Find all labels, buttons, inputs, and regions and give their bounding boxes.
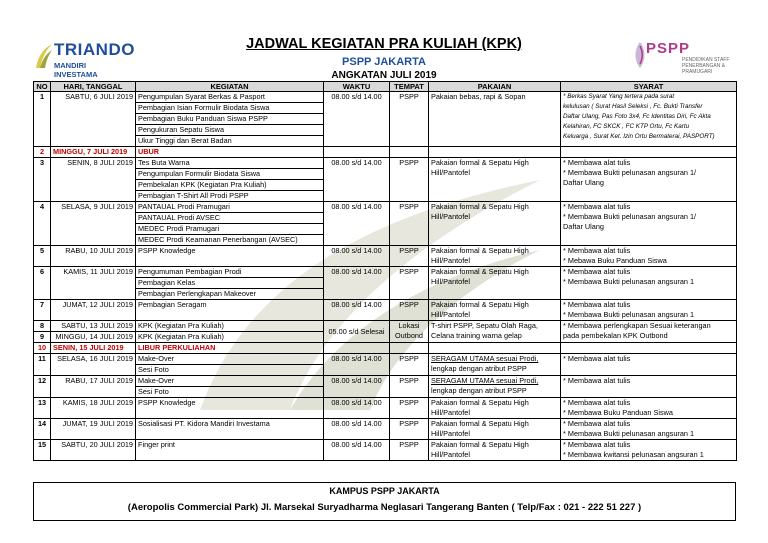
req-line: * Membawa Bukti pelunasan angsuran 1 <box>563 277 695 286</box>
row-number: 6 <box>34 267 51 300</box>
row-number: 3 <box>34 158 51 202</box>
row-place <box>390 321 429 343</box>
row-time: 08.00 s/d 14.00 <box>324 354 390 376</box>
dress-line: Celana training warna gelap <box>431 331 522 340</box>
row-activity: LIBUR PERKULIAHAN <box>136 343 324 354</box>
row-dress <box>429 398 561 419</box>
req-line: * Membawa Buku Panduan Siswa <box>563 408 673 417</box>
row-place: PSPP <box>390 158 429 202</box>
row-number: 13 <box>34 398 51 419</box>
row-time: 08.00 s/d 14.00 <box>324 92 390 147</box>
dress-line: Hill/Pantofel <box>431 408 470 417</box>
row-number: 12 <box>34 376 51 398</box>
req-line: Daftar Ulang <box>563 178 604 187</box>
column-header: PAKAIAN <box>429 82 561 92</box>
row-place: PSPP <box>390 419 429 440</box>
schedule-table <box>33 81 737 461</box>
row-dress <box>429 376 561 398</box>
dress-line: Pakaian formal & Sepatu High <box>431 300 529 309</box>
column-header: WAKTU <box>324 82 390 92</box>
dress-line: lengkap dengan atribut PSPP <box>431 386 527 395</box>
row-activity: PSPP Knowledge <box>136 246 324 267</box>
pspp-logo-name: PSPP <box>646 40 691 57</box>
req-line: * Membawa alat tulis <box>563 419 631 428</box>
req-line: * Membawa alat tulis <box>563 246 631 255</box>
dress-line: Hill/Pantofel <box>431 429 470 438</box>
row-day: JUMAT, 12 JULI 2019 <box>51 300 136 321</box>
row-dress <box>429 354 561 376</box>
row-dress <box>429 419 561 440</box>
row-activity: PSPP Knowledge <box>136 398 324 419</box>
campus-address: (Aeropolis Commercial Park) Jl. Marsekal Suryadharma Neglasari Tangerang Banten ( Telp/Fax : 021 - 222 51 227 ) <box>127 502 642 513</box>
row-day: SELASA, 9 JULI 2019 <box>51 202 136 246</box>
req-line: kelulusan ( Surat Hasil Seleksi , Fc. Bukti Transfer <box>563 103 703 110</box>
row-number: 4 <box>34 202 51 246</box>
row-activity: Pembagian Kelas <box>136 278 324 289</box>
pspp-logo <box>632 40 737 76</box>
row-place: PSPP <box>390 246 429 267</box>
req-line: * Membawa Bukti pelunasan angsuran 1 <box>563 310 695 319</box>
row-activity: Pembagian Buku Panduan Siswa PSPP <box>136 114 324 125</box>
row-requirements <box>561 419 737 440</box>
row-place: PSPP <box>390 92 429 147</box>
row-time: 08.00 s/d 14.00 <box>324 398 390 419</box>
req-line: * Membawa Bukti pelunasan angsuran 1/ <box>563 168 697 177</box>
row-activity: Pengukuran Sepatu Siswa <box>136 125 324 136</box>
row-activity: Pengumpulan Syarat Berkas & Pasport <box>136 92 324 103</box>
row-dress <box>429 321 561 343</box>
row-time: 08.00 s/d 14.00 <box>324 267 390 300</box>
column-header: NO <box>34 82 51 92</box>
row-dress <box>429 300 561 321</box>
row-activity: Pembekalan KPK (Kegiatan Pra Kuliah) <box>136 180 324 191</box>
place-line: Outbond <box>395 331 423 340</box>
row-activity: MEDEC Prodi Pramugari <box>136 224 324 235</box>
req-line: * Membawa kwitansi pelunasan angsuran 1 <box>563 450 704 459</box>
row-requirements <box>561 398 737 419</box>
dress-line: Hill/Pantofel <box>431 277 470 286</box>
row-time: 08.00 s/d 14.00 <box>324 202 390 246</box>
req-line: * Membawa alat tulis <box>563 202 631 211</box>
row-activity: UBUR <box>136 147 324 158</box>
req-line: * Membawa perlengkapan Sesuai keterangan <box>563 321 711 330</box>
req-line: * Membawa alat tulis <box>563 376 631 385</box>
row-requirements <box>561 267 737 300</box>
req-line: * Membawa alat tulis <box>563 267 631 276</box>
req-line: Kelahiran, FC SKCK , FC KTP Ortu, Fc Kartu <box>563 123 690 130</box>
pspp-logo-sub: PENDIDIKAN STAFF PENERBANGAN & PRAMUGARI <box>682 57 730 75</box>
row-day: SENIN, 15 JULI 2019 <box>51 343 136 354</box>
table-row <box>34 376 737 387</box>
row-dress <box>429 246 561 267</box>
row-day: KAMIS, 18 JULI 2019 <box>51 398 136 419</box>
row-activity: KPK (Kegiatan Pra Kuliah) <box>136 321 324 332</box>
row-number: 8 <box>34 321 51 332</box>
dress-line: Pakaian formal & Sepatu High <box>431 202 529 211</box>
row-requirements <box>561 92 737 147</box>
row-activity: Pengumpulan Formulir Biodata Siswa <box>136 169 324 180</box>
req-line: * Mebawa Buku Panduan Siswa <box>563 256 667 265</box>
req-line: * Membawa alat tulis <box>563 440 631 449</box>
row-place: PSPP <box>390 376 429 398</box>
row-activity: Finger print <box>136 440 324 461</box>
table-row <box>34 158 737 169</box>
req-line: pada pembekalan KPK Outbond <box>563 331 668 340</box>
row-activity: Pembagian Isian Formulir Biodata Siswa <box>136 103 324 114</box>
dress-line: Pakaian formal & Sepatu High <box>431 398 529 407</box>
row-number: 5 <box>34 246 51 267</box>
table-row <box>34 202 737 213</box>
row-time: 08.00 s/d 14.00 <box>324 300 390 321</box>
document-period: ANGKATAN JULI 2019 <box>331 70 437 81</box>
row-day: SABTU, 6 JULI 2019 <box>51 92 136 147</box>
row-time: 08.00 s/d 14.00 <box>324 158 390 202</box>
dress-line: Pakaian formal & Sepatu High <box>431 158 529 167</box>
req-line: * Membawa alat tulis <box>563 398 631 407</box>
row-activity: Sosialisasi PT. Kidora Mandiri Investama <box>136 419 324 440</box>
row-activity: KPK (Kegiatan Pra Kuliah) <box>136 332 324 343</box>
row-time: 05.00 s/d Selesai <box>324 321 390 343</box>
dress-line: Pakaian formal & Sepatu High <box>431 267 529 276</box>
row-activity: Tes Buta Warna <box>136 158 324 169</box>
req-line: * Membawa Bukti pelunasan angsuran 1/ <box>563 212 697 221</box>
row-requirements <box>561 158 737 202</box>
req-line: Daftar Ulang, Pas Foto 3x4, Fc Identitas Diri, Fc Akta <box>563 113 711 120</box>
dress-line: Pakaian formal & Sepatu High <box>431 440 529 449</box>
triando-logo-sub: MANDIRI INVESTAMA <box>54 61 98 79</box>
req-line: Daftar Ulang <box>563 222 604 231</box>
row-requirements <box>561 202 737 246</box>
row-activity: Pembagian Seragam <box>136 300 324 321</box>
row-day: SABTU, 20 JULI 2019 <box>51 440 136 461</box>
dress-line: Hill/Pantofel <box>431 450 470 459</box>
campus-name: KAMPUS PSPP JAKARTA <box>329 486 440 496</box>
row-number: 14 <box>34 419 51 440</box>
row-day: RABU, 17 JULI 2019 <box>51 376 136 398</box>
row-requirements <box>561 354 737 376</box>
row-activity: PANTAUAL Prodi AVSEC <box>136 213 324 224</box>
req-line: * Membawa alat tulis <box>563 300 631 309</box>
row-day: RABU, 10 JULI 2019 <box>51 246 136 267</box>
dress-line: T-shirt PSPP, Sepatu Olah Raga, <box>431 321 538 330</box>
row-activity: Sesi Foto <box>136 387 324 398</box>
dress-line: Hill/Pantofel <box>431 256 470 265</box>
table-row <box>34 354 737 365</box>
row-number: 2 <box>34 147 51 158</box>
row-requirements <box>561 376 737 398</box>
table-row <box>34 92 737 103</box>
document-title: JADWAL KEGIATAN PRA KULIAH (KPK) <box>246 36 522 52</box>
row-time: 08.00 s/d 14.00 <box>324 246 390 267</box>
dress-line: Hill/Pantofel <box>431 212 470 221</box>
req-line: Keluarga , Surat Ket. Izin Ortu Bermaterai, PASPORT) <box>563 133 715 140</box>
row-day: MINGGU, 7 JULI 2019 <box>51 147 136 158</box>
row-place: PSPP <box>390 300 429 321</box>
row-dress <box>429 158 561 202</box>
row-activity: Sesi Foto <box>136 365 324 376</box>
dress-line: lengkap dengan atribut PSPP <box>431 364 527 373</box>
row-dress <box>429 267 561 300</box>
table-header-row <box>34 82 737 92</box>
row-day: JUMAT, 19 JULI 2019 <box>51 419 136 440</box>
row-day: SELASA, 16 JULI 2019 <box>51 354 136 376</box>
row-dress <box>429 202 561 246</box>
row-day: MINGGU, 14 JULI 2019 <box>51 332 136 343</box>
row-place: PSPP <box>390 202 429 246</box>
row-place: PSPP <box>390 398 429 419</box>
row-activity: Pembagian T-Shirt All Prodi PSPP <box>136 191 324 202</box>
column-header: KEGIATAN <box>136 82 324 92</box>
row-time: 08.00 s/d 14.00 <box>324 419 390 440</box>
row-activity: Make-Over <box>136 354 324 365</box>
row-requirements <box>561 321 737 343</box>
row-activity: Make-Over <box>136 376 324 387</box>
column-header: HARI, TANGGAL <box>51 82 136 92</box>
row-number: 11 <box>34 354 51 376</box>
req-line: * Berkas Syarat Yang tertera pada surat <box>563 93 675 100</box>
column-header: SYARAT <box>561 82 737 92</box>
row-time: 08.00 s/d 14.00 <box>324 376 390 398</box>
row-place: PSPP <box>390 267 429 300</box>
document-footer <box>33 482 736 521</box>
dress-line: Hill/Pantofel <box>431 168 470 177</box>
triando-logo-name: TRIANDO <box>54 40 135 59</box>
table-row <box>34 267 737 278</box>
column-header: TEMPAT <box>390 82 429 92</box>
row-number: 1 <box>34 92 51 147</box>
row-place: PSPP <box>390 354 429 376</box>
table-row <box>34 343 737 354</box>
row-number: 10 <box>34 343 51 354</box>
row-activity: PANTAUAL Prodi Pramugari <box>136 202 324 213</box>
req-line: * Membawa alat tulis <box>563 158 631 167</box>
row-dress <box>429 440 561 461</box>
document-header <box>0 0 768 84</box>
row-requirements <box>561 440 737 461</box>
row-requirements <box>561 246 737 267</box>
dress-line: SERAGAM UTAMA sesuai Prodi, <box>431 376 539 385</box>
row-day: SENIN, 8 JULI 2019 <box>51 158 136 202</box>
place-line: Lokasi <box>398 321 420 330</box>
row-activity: Ukur Tinggi dan Berat Badan <box>136 136 324 147</box>
dress-line: SERAGAM UTAMA sesuai Prodi, <box>431 354 539 363</box>
dress-line: Pakaian formal & Sepatu High <box>431 419 529 428</box>
row-day: KAMIS, 11 JULI 2019 <box>51 267 136 300</box>
row-time: 08.00 s/d 14.00 <box>324 440 390 461</box>
row-number: 15 <box>34 440 51 461</box>
dress-line: Pakaian formal & Sepatu High <box>431 246 529 255</box>
table-row <box>34 321 737 332</box>
row-number: 7 <box>34 300 51 321</box>
row-activity: Pengumuman Pembagian Prodi <box>136 267 324 278</box>
row-place: PSPP <box>390 440 429 461</box>
req-line: * Membawa alat tulis <box>563 354 631 363</box>
document-subtitle: PSPP JAKARTA <box>342 56 426 68</box>
row-dress: Pakaian bebas, rapi & Sopan <box>429 92 561 147</box>
dress-line: Hill/Pantofel <box>431 310 470 319</box>
row-activity: Pembagian Perlengkapan Makeover <box>136 289 324 300</box>
row-number: 9 <box>34 332 51 343</box>
table-row <box>34 147 737 158</box>
req-line: * Membawa Bukti pelunasan angsuran 1 <box>563 429 695 438</box>
row-day: SABTU, 13 JULI 2019 <box>51 321 136 332</box>
row-activity: MEDEC Prodi Keamanan Penerbangan (AVSEC) <box>136 235 324 246</box>
row-requirements <box>561 300 737 321</box>
